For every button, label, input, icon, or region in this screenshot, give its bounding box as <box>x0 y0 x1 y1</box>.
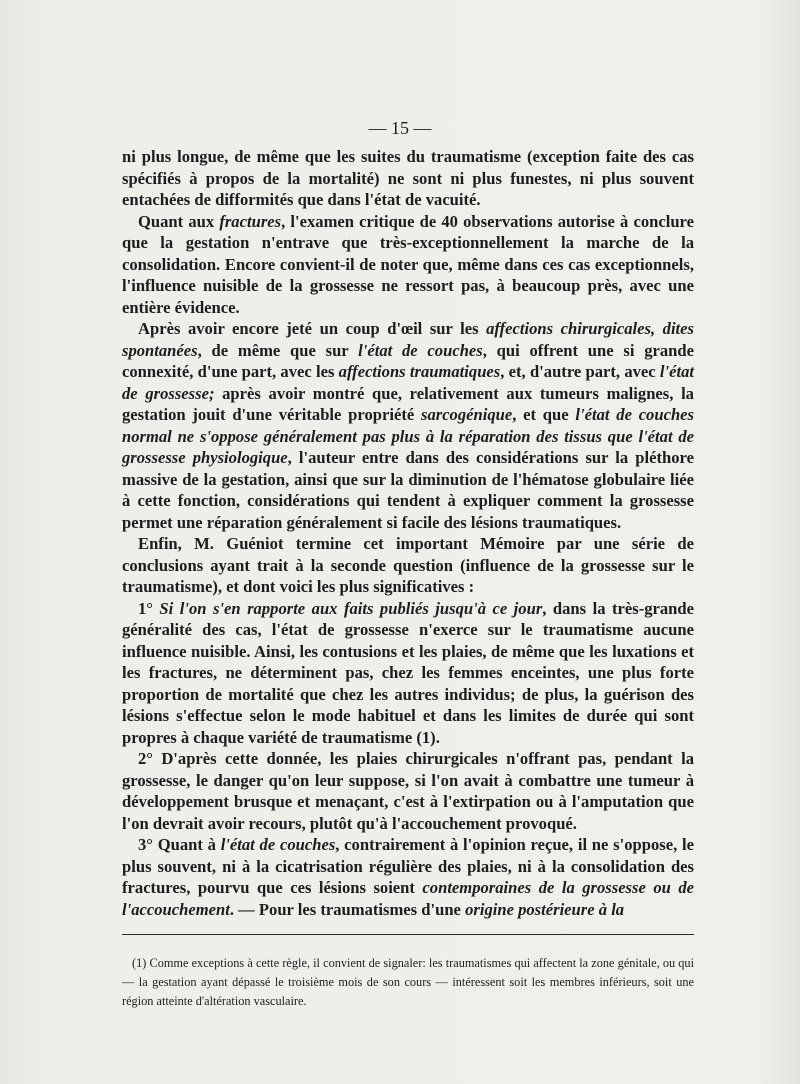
paragraph <box>122 748 694 834</box>
paragraph <box>122 533 694 598</box>
italic-text: fractures <box>219 211 282 231</box>
italic-text: l'état de couches <box>358 340 483 360</box>
text-run: , et, d'autre part, avec <box>500 362 660 381</box>
text-run: après avoir montré que, relativement aux tumeurs malignes, la gestation jouit d'une véritable propriété <box>122 383 694 424</box>
text-run: 3° Quant à <box>138 835 221 854</box>
text-run: 2° D'après cette donnée, les plaies chirurgicales n'offrant pas, pendant la grossesse, le danger qu'on leur suppose, si l'on avait à combattre une tumeur à développement brusque et menaçant, c'est à l'extirpation ou à l'amputation que l'on devrait avoir recours, plutôt qu'à l'accouchement provoqué. <box>122 749 694 833</box>
italic-text: l'état de couches <box>220 835 336 854</box>
italic-text: affections traumatiques <box>338 362 501 381</box>
italic-text: Si l'on s'en rapporte aux faits publiés jusqu'à ce jour <box>159 598 543 618</box>
footnote <box>122 954 694 1011</box>
text-run: , dans la très-grande généralité des cas, l'état de grossesse n'exerce sur le traumatisme aucune influence nuisible. Ainsi, les contusions et les plaies, de même que les luxations et les fractures, ne déterminent pas, chez les femmes enceintes, une plus forte proportion de mortalité que chez les autres individus; de plus, la guérison des lésions s'effectue selon le mode habituel et dans les limites de durée qui sont propres à chaque variété de traumatisme (1). <box>122 598 694 747</box>
italic-text: l'état de grossesse; <box>122 362 695 403</box>
italic-text: contemporaines de la grossesse ou de l'accouchement <box>122 878 694 919</box>
italic-text: origine postérieure à la <box>465 899 625 919</box>
paragraph <box>122 598 694 749</box>
body-text <box>122 146 694 920</box>
italic-text: affections chirurgicales, dites spontanées <box>122 319 694 360</box>
text-run: . — Pour les traumatismes d'une <box>229 899 466 919</box>
text-run: Quant aux <box>138 211 220 231</box>
text-run: , de même que sur <box>197 340 359 360</box>
text-run: , qui offrent une si grande connexité, d'une part, avec les <box>122 340 694 381</box>
text-run: , l'examen critique de 40 observations autorise à conclure que la gestation n'entrave que très-exceptionnellement la marche de la consolidation. Encore convient-il de noter que, même dans ces cas exceptionnels, l'influence nuisible de la grossesse ne ressort pas, à beaucoup près, avec une entière évidence. <box>122 211 694 317</box>
page-number-header: — 15 — <box>368 118 432 138</box>
paragraph <box>122 318 694 533</box>
text-run: , contrairement à l'opinion reçue, il ne s'oppose, le plus souvent, ni à la cicatrisation régulière des plaies, ni à la consolidation des fractures, pourvu que ces lésions soient <box>122 835 694 897</box>
footnote-rule <box>122 934 694 935</box>
text-run: , l'auteur entre dans des considérations sur la pléthore massive de la gestation, ainsi que sur la diminution de l'hématose globulaire liée à cette fonction, considérations qui tendent à expliquer comment la grossesse permet une réparation généralement si facile des lésions traumatiques. <box>122 448 694 532</box>
italic-text: sarcogénique <box>420 405 513 424</box>
text-run: ni plus longue, de même que les suites du traumatisme (exception faite des cas spécifiés à propos de la mortalité) ne sont ni plus funestes, ni plus souvent entachées de difformités que dans l'état de vacuité. <box>122 147 694 209</box>
paragraph <box>122 146 694 211</box>
paragraph <box>122 211 694 319</box>
text-run: Enfin, M. Guéniot termine cet important Mémoire par une série de conclusions ayant trait à la seconde question (influence de la grossesse sur le traumatisme), et dont voici les plus significatives : <box>122 534 694 596</box>
paragraph <box>122 834 694 920</box>
text-run: , et que <box>512 405 576 424</box>
footnote-text: (1) Comme exceptions à cette règle, il convient de signaler: les traumatismes qui affectent la zone génitale, ou qui — la gestation ayant dépassé le troisième mois de son cours — intéressent soit les membres inférieurs, soit une région atteinte d'altération vasculaire. <box>122 956 694 1008</box>
text-run: 1° <box>138 598 160 618</box>
text-run: Après avoir encore jeté un coup d'œil sur les <box>138 319 487 338</box>
italic-text: l'état de couches normal ne s'oppose généralement pas plus à la réparation des tissus que l'état de grossesse physiologique <box>122 405 695 467</box>
